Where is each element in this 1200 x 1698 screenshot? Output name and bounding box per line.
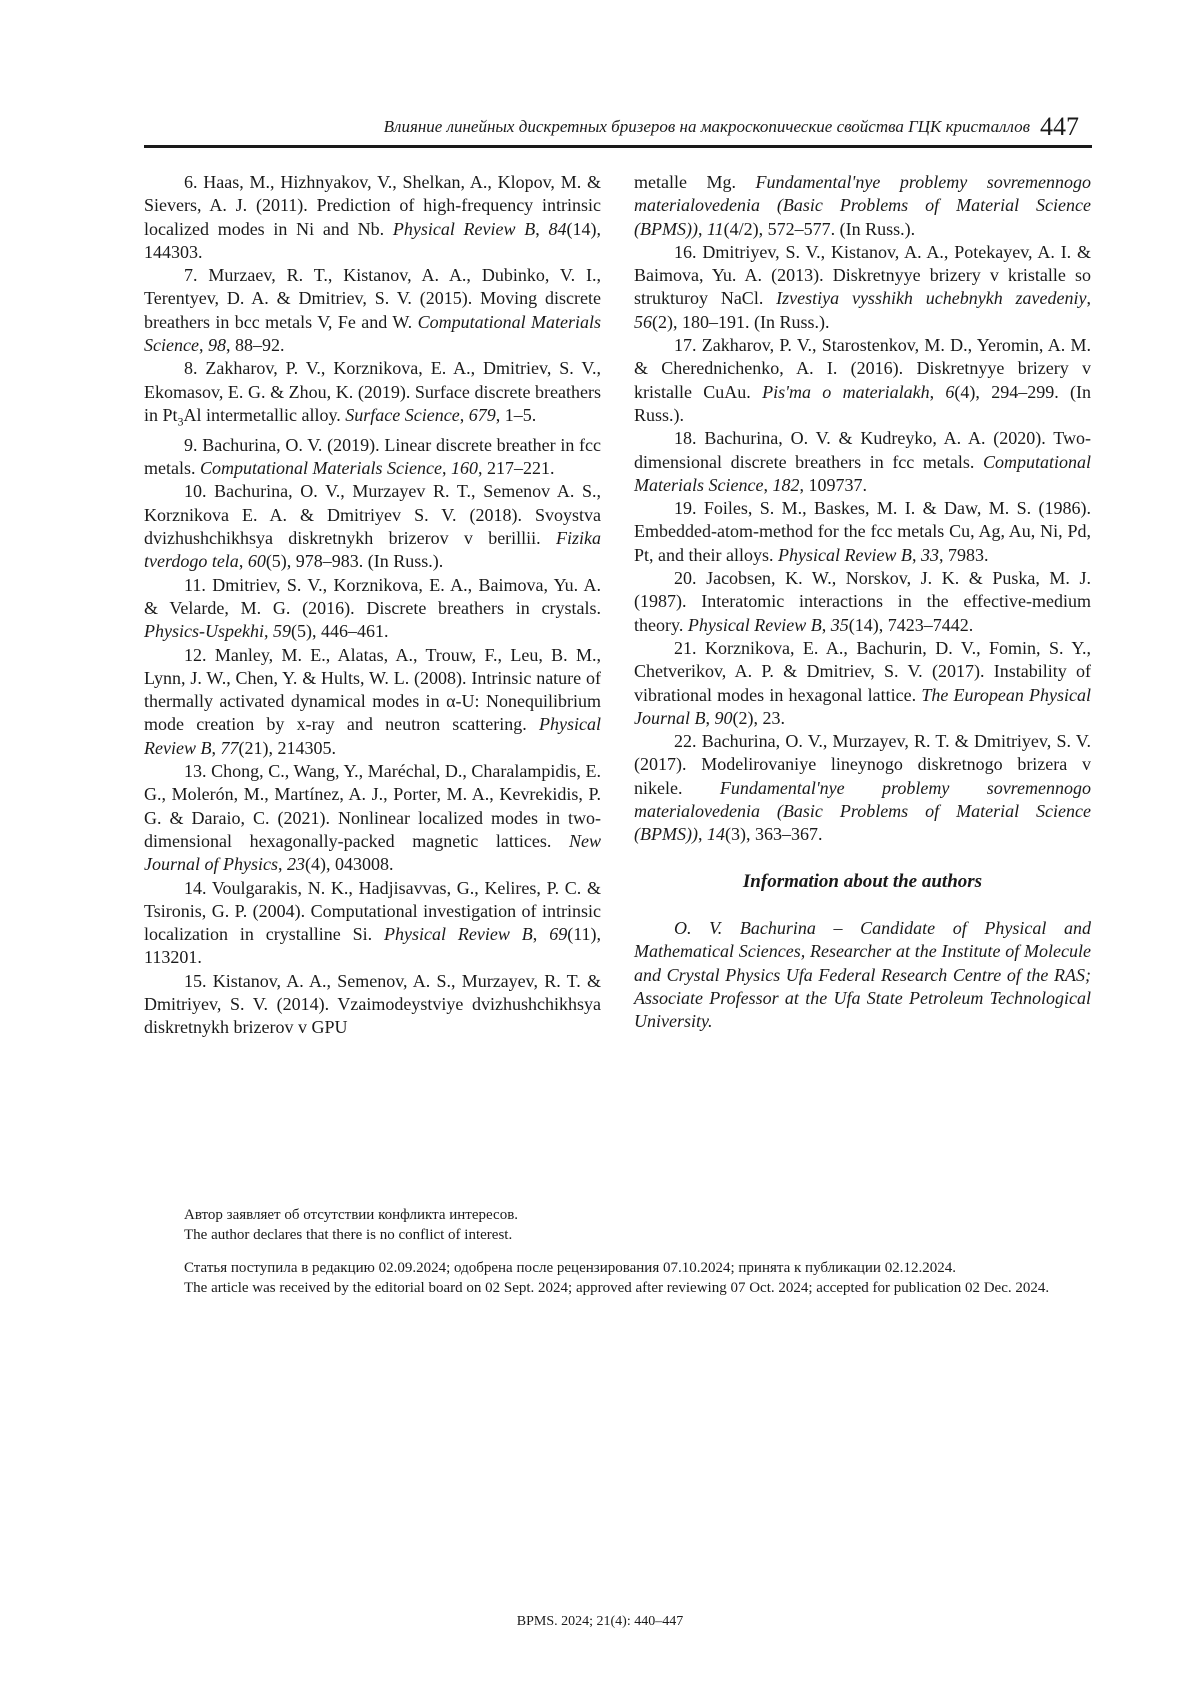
reference-18: 18. Bachurina, O. V. & Kudreyko, A. A. (2020). Two-dimensional discrete breathers in fcc metals. Computational Materials Science, 182, 109737. xyxy=(634,427,1091,497)
reference-6: 6. Haas, M., Hizhnyakov, V., Shelkan, A., Klopov, M. & Sievers, A. J. (2011). Prediction of high-frequency intrinsic localized modes in Ni and Nb. Physical Review B, 84(14), 144303. xyxy=(144,171,601,264)
header-rule xyxy=(144,145,1092,148)
reference-12: 12. Manley, M. E., Alatas, A., Trouw, F., Leu, B. M., Lynn, J. W., Chen, Y. & Hults, W. L. (2008). Intrinsic nature of thermally activated dynamical modes in α-U: Nonequilibrium mode creation by x-ray and neutron scattering. Physical Review B, 77(21), 214305. xyxy=(144,644,601,760)
page-number: 447 xyxy=(1040,113,1079,141)
article-notes xyxy=(144,1206,1092,1298)
article-dates-en: The article was received by the editorial board on 02 Sept. 2024; approved after reviewing 07 Oct. 2024; accepted for publication 02 Dec. 2024. xyxy=(144,1279,1092,1299)
reference-7: 7. Murzaev, R. T., Kistanov, A. A., Dubinko, V. I., Terentyev, D. A. & Dmitriev, S. V. (2015). Moving discrete breathers in bcc metals V, Fe and W. Computational Materials Science, 98, 88–92. xyxy=(144,264,601,357)
reference-9: 9. Bachurina, O. V. (2019). Linear discrete breather in fcc metals. Computational Materials Science, 160, 217–221. xyxy=(144,434,601,481)
reference-20: 20. Jacobsen, K. W., Norskov, J. K. & Puska, M. J. (1987). Interatomic interactions in the effective-medium theory. Physical Review B, 35(14), 7423–7442. xyxy=(634,567,1091,637)
reference-15: 15. Kistanov, A. A., Semenov, A. S., Murzayev, R. T. & Dmitriyev, S. V. (2014). Vzaimodeystviye dvizhushchikhsya diskretnykh brizerov v GPU xyxy=(144,970,601,1040)
page-footer: BPMS. 2024; 21(4): 440–447 xyxy=(0,1613,1200,1631)
authors-info-heading: Information about the authors xyxy=(634,870,1091,893)
reference-8: 8. Zakharov, P. V., Korznikova, E. A., Dmitriev, S. V., Ekomasov, E. G. & Zhou, K. (2019). Surface discrete breathers in Pt3Al intermetallic alloy. Surface Science, 679, 1–5. xyxy=(144,357,601,433)
references-left-column xyxy=(144,171,601,1040)
reference-15-continuation: metalle Mg. Fundamental'nye problemy sovremennogo materialovedenia (Basic Problems of Material Science (BPMS)), 11(4/2), 572–577. (In Russ.). xyxy=(634,171,1091,241)
references-right-column xyxy=(634,171,1091,1033)
reference-13: 13. Chong, C., Wang, Y., Maréchal, D., Charalampidis, E. G., Molerón, M., Martínez, A. J., Porter, M. A., Kevrekidis, P. G. & Daraio, C. (2021). Nonlinear localized modes in two-dimensional hexagonally-packed magnetic lattices. New Journal of Physics, 23(4), 043008. xyxy=(144,760,601,876)
reference-19: 19. Foiles, S. M., Baskes, M. I. & Daw, M. S. (1986). Embedded-atom-method for the fcc metals Cu, Ag, Au, Ni, Pd, Pt, and their alloys. Physical Review B, 33, 7983. xyxy=(634,497,1091,567)
running-header-title: Влияние линейных дискретных бризеров на макроскопические свойства ГЦК кристаллов xyxy=(150,116,1030,138)
article-dates-ru: Статья поступила в редакцию 02.09.2024; одобрена после рецензирования 07.10.2024; принята к публикации 02.12.2024. xyxy=(144,1259,1092,1279)
reference-17: 17. Zakharov, P. V., Starostenkov, M. D., Yeromin, A. M. & Cherednichenko, A. I. (2016). Diskretnyye brizery v kristalle CuAu. Pis'ma o materialakh, 6(4), 294–299. (In Russ.). xyxy=(634,334,1091,427)
author-bio: O. V. Bachurina – Candidate of Physical and Mathematical Sciences, Researcher at the Institute of Molecule and Crystal Physics Ufa Federal Research Centre of the RAS; Associate Professor at the Ufa State Petroleum Technological University. xyxy=(634,917,1091,1033)
conflict-statement-en: The author declares that there is no conflict of interest. xyxy=(144,1226,1092,1246)
conflict-statement-ru: Автор заявляет об отсутствии конфликта интересов. xyxy=(144,1206,1092,1226)
reference-22: 22. Bachurina, O. V., Murzayev, R. T. & Dmitriyev, S. V. (2017). Modelirovaniye lineynogo diskretnogo brizera v nikele. Fundamental'nye problemy sovremennogo materialovedenia (Basic Problems of Material Science (BPMS)), 14(3), 363–367. xyxy=(634,730,1091,846)
reference-21: 21. Korznikova, E. A., Bachurin, D. V., Fomin, S. Y., Chetverikov, A. P. & Dmitriev, S. V. (2017). Instability of vibrational modes in hexagonal lattice. The European Physical Journal B, 90(2), 23. xyxy=(634,637,1091,730)
reference-16: 16. Dmitriyev, S. V., Kistanov, A. A., Potekayev, A. I. & Baimova, Yu. A. (2013). Diskretnyye brizery v kristalle so strukturoy NaCl. Izvestiya vysshikh uchebnykh zavedeniy, 56(2), 180–191. (In Russ.). xyxy=(634,241,1091,334)
reference-14: 14. Voulgarakis, N. K., Hadjisavvas, G., Kelires, P. C. & Tsironis, G. P. (2004). Computational investigation of intrinsic localization in crystalline Si. Physical Review B, 69(11), 113201. xyxy=(144,877,601,970)
reference-10: 10. Bachurina, O. V., Murzayev R. T., Semenov A. S., Korznikova E. A. & Dmitriyev S. V. (2018). Svoystva dvizhushchikhsya diskretnykh brizerov v berillii. Fizika tverdogo tela, 60(5), 978–983. (In Russ.). xyxy=(144,480,601,573)
reference-11: 11. Dmitriev, S. V., Korznikova, E. A., Baimova, Yu. A. & Velarde, M. G. (2016). Discrete breathers in crystals. Physics-Uspekhi, 59(5), 446–461. xyxy=(144,574,601,644)
